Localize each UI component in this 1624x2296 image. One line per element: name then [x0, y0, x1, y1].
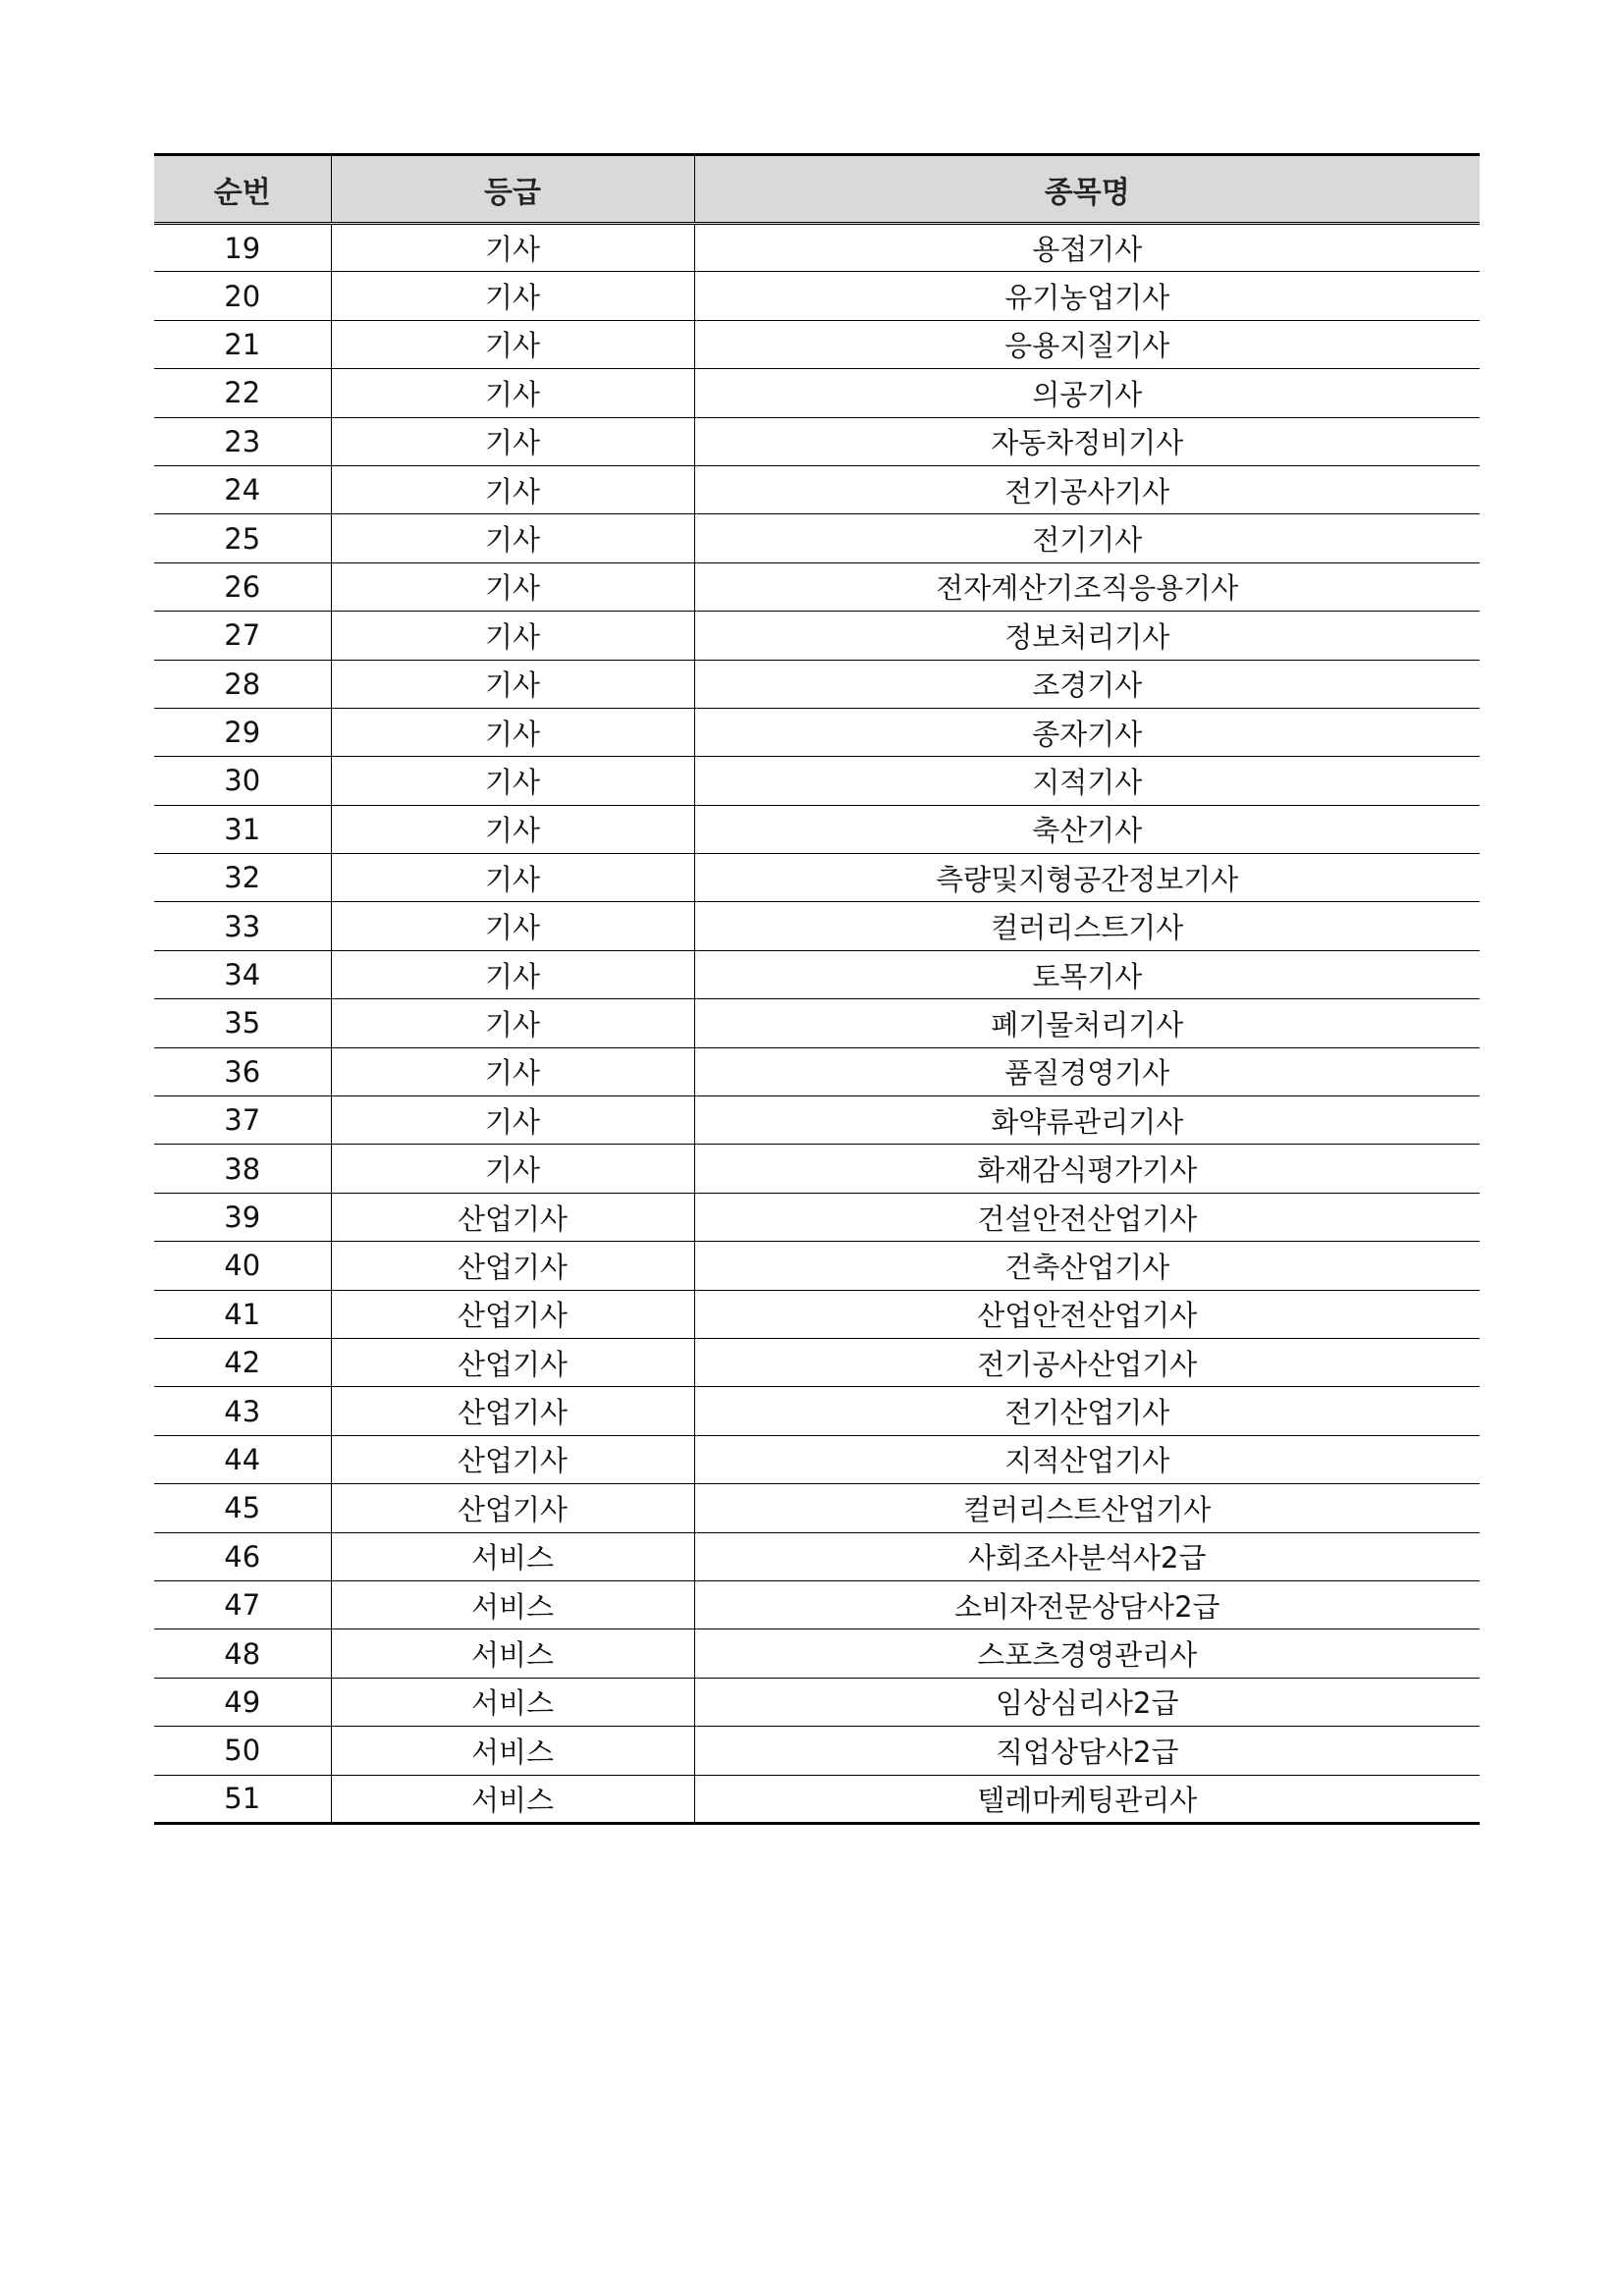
- row-number-cell: 20: [154, 272, 331, 320]
- table-row: [154, 1678, 1480, 1726]
- row-item-name-cell: 텔레마케팅관리사: [694, 1775, 1480, 1823]
- row-item-name-cell: 직업상담사2급: [694, 1727, 1480, 1775]
- row-item-name-cell: 컬러리스트기사: [694, 902, 1480, 950]
- table-row: [154, 902, 1480, 950]
- row-item-name-cell: 컬러리스트산업기사: [694, 1484, 1480, 1532]
- row-item-name-cell: 소비자전문상담사2급: [694, 1580, 1480, 1629]
- row-item-name-cell: 축산기사: [694, 805, 1480, 853]
- row-number-cell: 24: [154, 465, 331, 513]
- row-item-name-cell: 조경기사: [694, 660, 1480, 708]
- table-row: [154, 1338, 1480, 1386]
- table-row: [154, 1532, 1480, 1580]
- row-item-name-cell: 전기공사기사: [694, 465, 1480, 513]
- row-grade-cell: 기사: [331, 902, 694, 950]
- row-item-name-cell: 화약류관리기사: [694, 1096, 1480, 1145]
- row-number-cell: 44: [154, 1435, 331, 1483]
- row-number-cell: 23: [154, 417, 331, 465]
- row-number-cell: 34: [154, 950, 331, 998]
- row-number-cell: 47: [154, 1580, 331, 1629]
- row-grade-cell: 기사: [331, 272, 694, 320]
- row-number-cell: 40: [154, 1242, 331, 1290]
- table-row: [154, 950, 1480, 998]
- row-item-name-cell: 측량및지형공간정보기사: [694, 854, 1480, 902]
- table-row: [154, 514, 1480, 562]
- row-number-cell: 26: [154, 562, 331, 611]
- row-item-name-cell: 정보처리기사: [694, 612, 1480, 660]
- row-item-name-cell: 건축산업기사: [694, 1242, 1480, 1290]
- row-item-name-cell: 사회조사분석사2급: [694, 1532, 1480, 1580]
- row-grade-cell: 산업기사: [331, 1338, 694, 1386]
- table-row: [154, 805, 1480, 853]
- row-number-cell: 42: [154, 1338, 331, 1386]
- table-row: [154, 1047, 1480, 1095]
- row-grade-cell: 서비스: [331, 1532, 694, 1580]
- row-number-cell: 29: [154, 708, 331, 756]
- row-grade-cell: 기사: [331, 369, 694, 417]
- row-number-cell: 49: [154, 1678, 331, 1726]
- row-grade-cell: 기사: [331, 1047, 694, 1095]
- row-item-name-cell: 지적산업기사: [694, 1435, 1480, 1483]
- row-item-name-cell: 종자기사: [694, 708, 1480, 756]
- row-number-cell: 25: [154, 514, 331, 562]
- row-item-name-cell: 토목기사: [694, 950, 1480, 998]
- table-row: [154, 1775, 1480, 1823]
- row-grade-cell: 기사: [331, 320, 694, 368]
- row-number-cell: 35: [154, 999, 331, 1047]
- table-row: [154, 1242, 1480, 1290]
- header-number: 순번: [154, 155, 331, 224]
- row-item-name-cell: 화재감식평가기사: [694, 1145, 1480, 1193]
- row-grade-cell: 기사: [331, 514, 694, 562]
- table-row: [154, 320, 1480, 368]
- table-row: [154, 562, 1480, 611]
- header-grade: 등급: [331, 155, 694, 224]
- row-number-cell: 46: [154, 1532, 331, 1580]
- row-item-name-cell: 임상심리사2급: [694, 1678, 1480, 1726]
- row-grade-cell: 기사: [331, 708, 694, 756]
- table-row: [154, 1629, 1480, 1678]
- row-item-name-cell: 건설안전산업기사: [694, 1193, 1480, 1241]
- table-row: [154, 1193, 1480, 1241]
- header-item-name: 종목명: [694, 155, 1480, 224]
- row-number-cell: 31: [154, 805, 331, 853]
- row-grade-cell: 기사: [331, 660, 694, 708]
- row-item-name-cell: 폐기물처리기사: [694, 999, 1480, 1047]
- row-number-cell: 48: [154, 1629, 331, 1678]
- table-row: [154, 224, 1480, 272]
- row-item-name-cell: 품질경영기사: [694, 1047, 1480, 1095]
- table-row: [154, 854, 1480, 902]
- row-number-cell: 32: [154, 854, 331, 902]
- row-grade-cell: 기사: [331, 612, 694, 660]
- row-number-cell: 21: [154, 320, 331, 368]
- qualification-table: [154, 153, 1480, 1825]
- row-number-cell: 45: [154, 1484, 331, 1532]
- row-item-name-cell: 전기산업기사: [694, 1387, 1480, 1435]
- row-grade-cell: 기사: [331, 999, 694, 1047]
- row-grade-cell: 서비스: [331, 1580, 694, 1629]
- row-item-name-cell: 의공기사: [694, 369, 1480, 417]
- table-row: [154, 1145, 1480, 1193]
- row-item-name-cell: 자동차정비기사: [694, 417, 1480, 465]
- row-number-cell: 30: [154, 757, 331, 805]
- row-item-name-cell: 전기기사: [694, 514, 1480, 562]
- row-number-cell: 28: [154, 660, 331, 708]
- row-number-cell: 41: [154, 1290, 331, 1338]
- row-number-cell: 38: [154, 1145, 331, 1193]
- row-grade-cell: 서비스: [331, 1678, 694, 1726]
- table-row: [154, 1387, 1480, 1435]
- row-grade-cell: 기사: [331, 224, 694, 272]
- row-item-name-cell: 전자계산기조직응용기사: [694, 562, 1480, 611]
- table-row: [154, 1580, 1480, 1629]
- table-row: [154, 1484, 1480, 1532]
- table-row: [154, 708, 1480, 756]
- row-grade-cell: 서비스: [331, 1629, 694, 1678]
- table-row: [154, 1435, 1480, 1483]
- table-row: [154, 612, 1480, 660]
- header-row: [154, 155, 1480, 224]
- row-grade-cell: 기사: [331, 950, 694, 998]
- table-row: [154, 660, 1480, 708]
- row-grade-cell: 기사: [331, 805, 694, 853]
- row-grade-cell: 기사: [331, 757, 694, 805]
- row-number-cell: 27: [154, 612, 331, 660]
- row-grade-cell: 기사: [331, 1145, 694, 1193]
- table-row: [154, 417, 1480, 465]
- table-row: [154, 1727, 1480, 1775]
- row-item-name-cell: 유기농업기사: [694, 272, 1480, 320]
- row-item-name-cell: 응용지질기사: [694, 320, 1480, 368]
- table-row: [154, 1290, 1480, 1338]
- row-item-name-cell: 지적기사: [694, 757, 1480, 805]
- row-grade-cell: 산업기사: [331, 1387, 694, 1435]
- table-row: [154, 465, 1480, 513]
- row-grade-cell: 산업기사: [331, 1484, 694, 1532]
- row-grade-cell: 산업기사: [331, 1435, 694, 1483]
- row-grade-cell: 산업기사: [331, 1290, 694, 1338]
- row-number-cell: 51: [154, 1775, 331, 1823]
- row-number-cell: 33: [154, 902, 331, 950]
- table-row: [154, 272, 1480, 320]
- table-header: [154, 155, 1480, 224]
- row-item-name-cell: 스포츠경영관리사: [694, 1629, 1480, 1678]
- row-grade-cell: 기사: [331, 1096, 694, 1145]
- row-number-cell: 19: [154, 224, 331, 272]
- row-number-cell: 50: [154, 1727, 331, 1775]
- row-number-cell: 39: [154, 1193, 331, 1241]
- row-grade-cell: 산업기사: [331, 1193, 694, 1241]
- row-grade-cell: 기사: [331, 562, 694, 611]
- table-row: [154, 757, 1480, 805]
- row-number-cell: 22: [154, 369, 331, 417]
- row-item-name-cell: 산업안전산업기사: [694, 1290, 1480, 1338]
- row-item-name-cell: 용접기사: [694, 224, 1480, 272]
- row-item-name-cell: 전기공사산업기사: [694, 1338, 1480, 1386]
- row-grade-cell: 서비스: [331, 1775, 694, 1823]
- row-number-cell: 36: [154, 1047, 331, 1095]
- row-grade-cell: 기사: [331, 465, 694, 513]
- table-row: [154, 1096, 1480, 1145]
- table-row: [154, 369, 1480, 417]
- table-row: [154, 999, 1480, 1047]
- row-grade-cell: 기사: [331, 417, 694, 465]
- row-number-cell: 37: [154, 1096, 331, 1145]
- row-number-cell: 43: [154, 1387, 331, 1435]
- table-body: [154, 224, 1480, 1824]
- row-grade-cell: 서비스: [331, 1727, 694, 1775]
- row-grade-cell: 기사: [331, 854, 694, 902]
- row-grade-cell: 산업기사: [331, 1242, 694, 1290]
